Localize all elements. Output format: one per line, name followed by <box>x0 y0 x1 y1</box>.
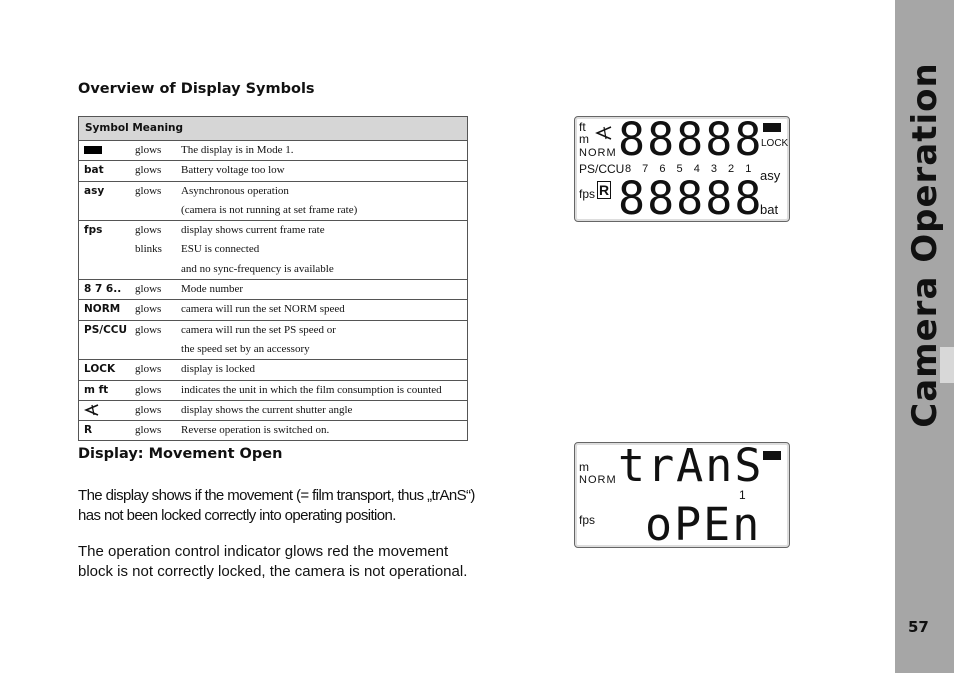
symbol-cell: m ft <box>79 380 132 400</box>
state-cell: glows <box>131 181 177 201</box>
section-title-movement: Display: Movement Open <box>78 446 283 462</box>
table-row <box>79 360 468 380</box>
lcd1-digits-bottom: 88888 <box>618 172 764 225</box>
symbol-cell <box>79 400 132 420</box>
meaning-cell: camera will run the set NORM speed <box>177 300 467 320</box>
symbol-cell: fps <box>79 221 132 241</box>
unit-m-label: m <box>579 460 589 474</box>
state-cell: glows <box>131 360 177 380</box>
state-cell: glows <box>131 280 177 300</box>
fps-label: fps <box>579 513 596 527</box>
table-row <box>79 421 468 441</box>
mode-number: 1 <box>739 488 746 502</box>
shutter-angle-icon <box>594 125 614 141</box>
page-number: 57 <box>908 618 929 636</box>
table-row <box>79 320 468 340</box>
table-row <box>79 181 468 201</box>
symbol-table <box>78 116 468 441</box>
state-cell: glows <box>131 400 177 420</box>
state-cell: blinks <box>135 243 162 256</box>
state-cell: glows <box>131 300 177 320</box>
symbol-cell <box>79 260 132 280</box>
symbol-cell: PS/CCU <box>79 320 132 340</box>
paragraph-movement: The display shows if the movement (= film transport, thus „trAnS“) has not been locked correctly into operating position. <box>78 487 475 524</box>
symbol-cell <box>79 240 132 259</box>
table-row <box>79 260 468 280</box>
table-row <box>79 141 468 161</box>
table-row <box>79 240 468 259</box>
lcd1-digits-top: 88888 <box>618 113 764 166</box>
black-bar-icon <box>84 146 102 154</box>
meaning-cell: and no sync-frequency is available <box>181 262 334 275</box>
state-cell: glows <box>131 141 177 161</box>
meaning-cell: Mode number <box>177 280 467 300</box>
symbol-cell: LOCK <box>79 360 132 380</box>
symbol-cell: R <box>79 421 132 441</box>
table-row <box>79 400 468 420</box>
meaning-cell: display shows the current shutter angle <box>177 400 467 420</box>
symbol-cell: asy <box>79 181 132 201</box>
meaning-cell: Battery voltage too low <box>177 161 467 181</box>
meaning-cell: ESU is connected <box>181 243 260 256</box>
state-cell: glows <box>131 380 177 400</box>
lcd2-digits-bottom: oPEn <box>645 498 762 551</box>
unit-ft-label: ft <box>579 120 586 134</box>
state-cell: glows <box>131 320 177 340</box>
meaning-cell: display is locked <box>177 360 467 380</box>
symbol-cell <box>79 201 132 221</box>
ps-ccu-label: PS/CCU <box>579 162 625 176</box>
meaning-cell: Asynchronous operation <box>177 181 467 201</box>
table-row <box>79 161 468 181</box>
asy-label: asy <box>760 168 781 183</box>
lcd-display-movement-open <box>574 439 790 551</box>
table-row <box>79 280 468 300</box>
symbol-cell: NORM <box>79 300 132 320</box>
section-title-symbols: Overview of Display Symbols <box>78 81 315 97</box>
table-row <box>79 380 468 400</box>
reverse-label: R <box>599 182 610 198</box>
mode1-indicator-icon <box>763 123 781 132</box>
lcd2-digits-top: trAnS <box>618 439 764 492</box>
table-row <box>79 300 468 320</box>
lcd-display-overview <box>574 113 790 225</box>
state-cell: glows <box>131 421 177 441</box>
meaning-cell: (camera is not running at set frame rate) <box>181 203 358 216</box>
norm-label: NORM <box>579 147 617 159</box>
meaning-cell: the speed set by an accessory <box>181 342 310 355</box>
chapter-title: Camera Operation <box>905 62 945 428</box>
table-header: Symbol Meaning <box>79 117 468 141</box>
table-row <box>79 201 468 221</box>
state-cell: glows <box>131 221 177 241</box>
meaning-cell: indicates the unit in which the film consumption is counted <box>177 380 467 400</box>
mode-numbers: 8 7 6 5 4 3 2 1 <box>625 163 756 175</box>
table-row <box>79 221 468 241</box>
meaning-cell: display shows current frame rate <box>177 221 467 241</box>
meaning-cell: camera will run the set PS speed or <box>177 320 467 340</box>
table-row <box>79 340 468 360</box>
paragraph-indicator: The operation control indicator glows red the movement block is not correctly locked, the camera is not operational. <box>78 543 468 580</box>
norm-label: NORM <box>579 474 617 486</box>
meaning-cell: Reverse operation is switched on. <box>177 421 467 441</box>
state-cell <box>131 260 177 280</box>
shutter-angle-icon <box>84 404 100 416</box>
state-cell: glows <box>131 161 177 181</box>
meaning-cell: The display is in Mode 1. <box>177 141 467 161</box>
symbol-cell <box>79 340 132 360</box>
fps-label: fps <box>579 187 596 201</box>
symbol-cell: bat <box>79 161 132 181</box>
state-cell <box>131 201 177 221</box>
lock-label: LOCK <box>761 138 789 149</box>
symbol-cell <box>79 141 132 161</box>
unit-m-label: m <box>579 132 589 146</box>
mode1-indicator-icon <box>763 451 781 460</box>
bat-label: bat <box>760 202 779 217</box>
symbol-cell: 8 7 6.. <box>79 280 132 300</box>
state-cell <box>131 340 177 360</box>
